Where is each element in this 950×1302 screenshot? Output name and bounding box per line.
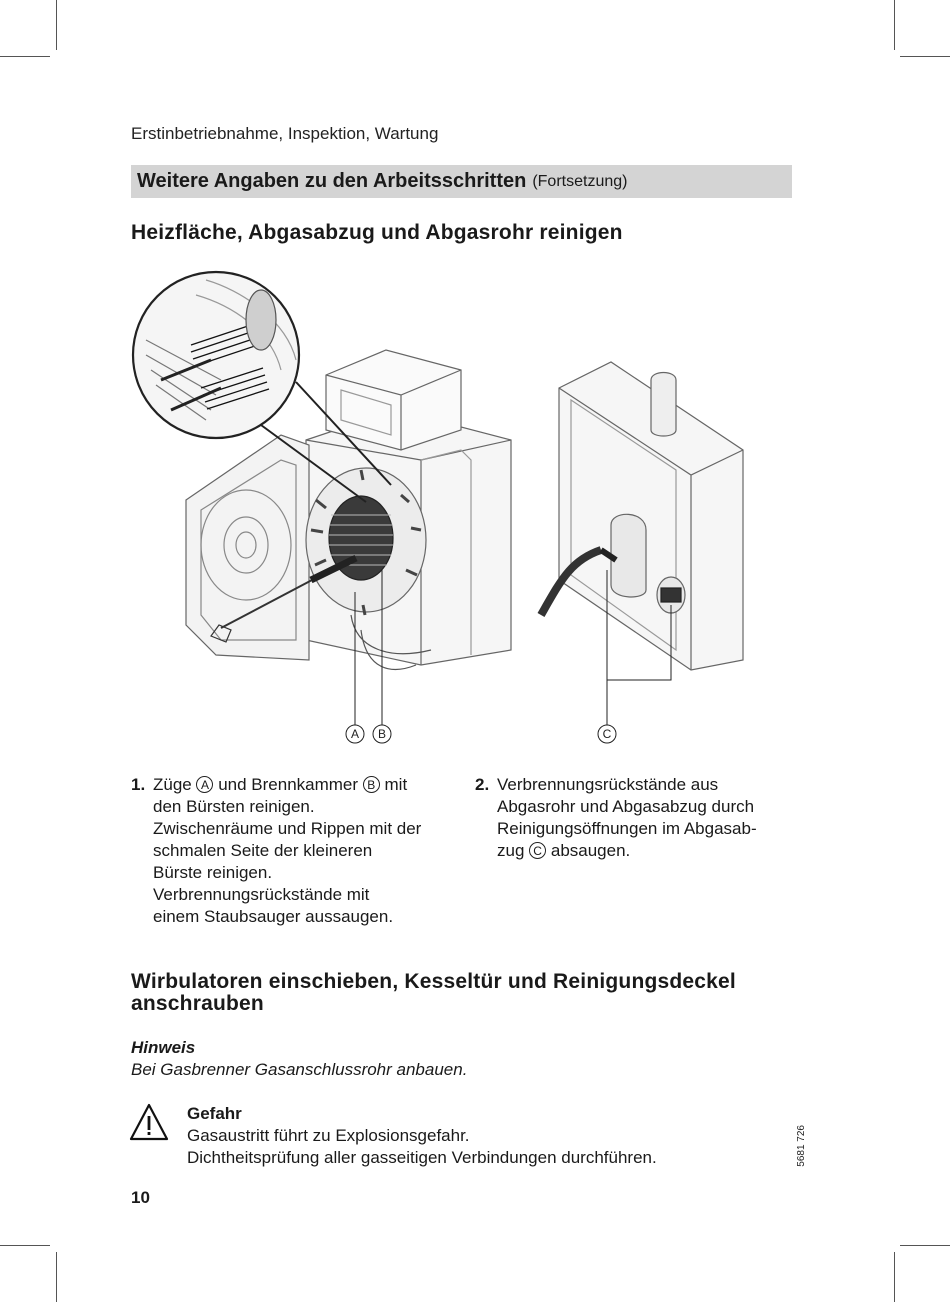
step-line: Reinigungsöffnungen im Abgasab- bbox=[497, 819, 757, 838]
note-text: Bei Gasbrenner Gasanschlussrohr anbauen. bbox=[131, 1060, 468, 1079]
section-title-bar bbox=[131, 165, 792, 198]
step-line: Zwischenräume und Rippen mit der bbox=[153, 819, 422, 838]
control-unit bbox=[326, 350, 461, 450]
step-line bbox=[153, 774, 421, 796]
crop-mark bbox=[900, 1245, 950, 1246]
text-fragment: absaugen. bbox=[546, 841, 631, 860]
warning-text: Dichtheitsprüfung aller gasseitigen Verbindungen durchführen. bbox=[187, 1148, 657, 1167]
step-line: Bürste reinigen. bbox=[153, 863, 273, 882]
subsection-title: Heizfläche, Abgasabzug und Abgasrohr reinigen bbox=[131, 221, 623, 244]
text-fragment: mit bbox=[379, 775, 408, 794]
section-title-suffix: (Fortsetzung) bbox=[532, 172, 628, 190]
crop-mark bbox=[56, 1252, 57, 1302]
step-line: Abgasrohr und Abgasabzug durch bbox=[497, 797, 755, 816]
crop-mark bbox=[894, 0, 895, 50]
subsection-title-2 bbox=[131, 971, 736, 1015]
note-title: Hinweis bbox=[131, 1038, 196, 1057]
text-fragment: und Brennkammer bbox=[213, 775, 363, 794]
running-title: Erstinbetriebnahme, Inspektion, Wartung bbox=[131, 124, 439, 143]
step-line: schmalen Seite der kleineren bbox=[153, 841, 373, 860]
subsection-title-line: Wirbulatoren einschieben, Kesseltür und Reinigungsdeckel bbox=[131, 970, 736, 993]
warning-title: Gefahr bbox=[187, 1104, 242, 1123]
crop-mark bbox=[0, 1245, 50, 1246]
crop-mark bbox=[56, 0, 57, 50]
callout-a: A bbox=[350, 727, 360, 741]
subsection-title-line: anschrauben bbox=[131, 992, 264, 1015]
step-line: Verbrennungsrückstände aus bbox=[497, 775, 719, 794]
page-number: 10 bbox=[131, 1188, 150, 1207]
step-number: 2. bbox=[475, 775, 490, 794]
detail-zoom-circle bbox=[133, 272, 299, 438]
crop-mark bbox=[894, 1252, 895, 1302]
crop-mark bbox=[900, 56, 950, 57]
callout-c: C bbox=[602, 727, 612, 741]
callout-b: B bbox=[377, 727, 387, 741]
crop-mark bbox=[0, 56, 50, 57]
callout-b-inline: B bbox=[363, 776, 380, 793]
step-line: einem Staubsauger aussaugen. bbox=[153, 907, 394, 926]
document-number: 5681 726 bbox=[796, 1125, 807, 1167]
section-title: Weitere Angaben zu den Arbeitsschritten bbox=[137, 170, 527, 192]
callout-a-inline: A bbox=[196, 776, 213, 793]
text-fragment: Züge bbox=[153, 775, 197, 794]
step-line: Verbrennungsrückstände mit bbox=[153, 885, 370, 904]
step-line: den Bürsten reinigen. bbox=[153, 797, 315, 816]
step-text bbox=[153, 774, 421, 928]
boiler-cleaning-illustration bbox=[131, 270, 751, 750]
step-text bbox=[497, 774, 757, 862]
callout-c-inline: C bbox=[529, 842, 546, 859]
text-fragment: zug bbox=[497, 841, 530, 860]
warning-triangle-icon bbox=[129, 1102, 169, 1142]
step-number: 1. bbox=[131, 775, 146, 794]
step-line bbox=[497, 840, 757, 862]
warning-text: Gasaustritt führt zu Explosionsgefahr. bbox=[187, 1126, 470, 1145]
